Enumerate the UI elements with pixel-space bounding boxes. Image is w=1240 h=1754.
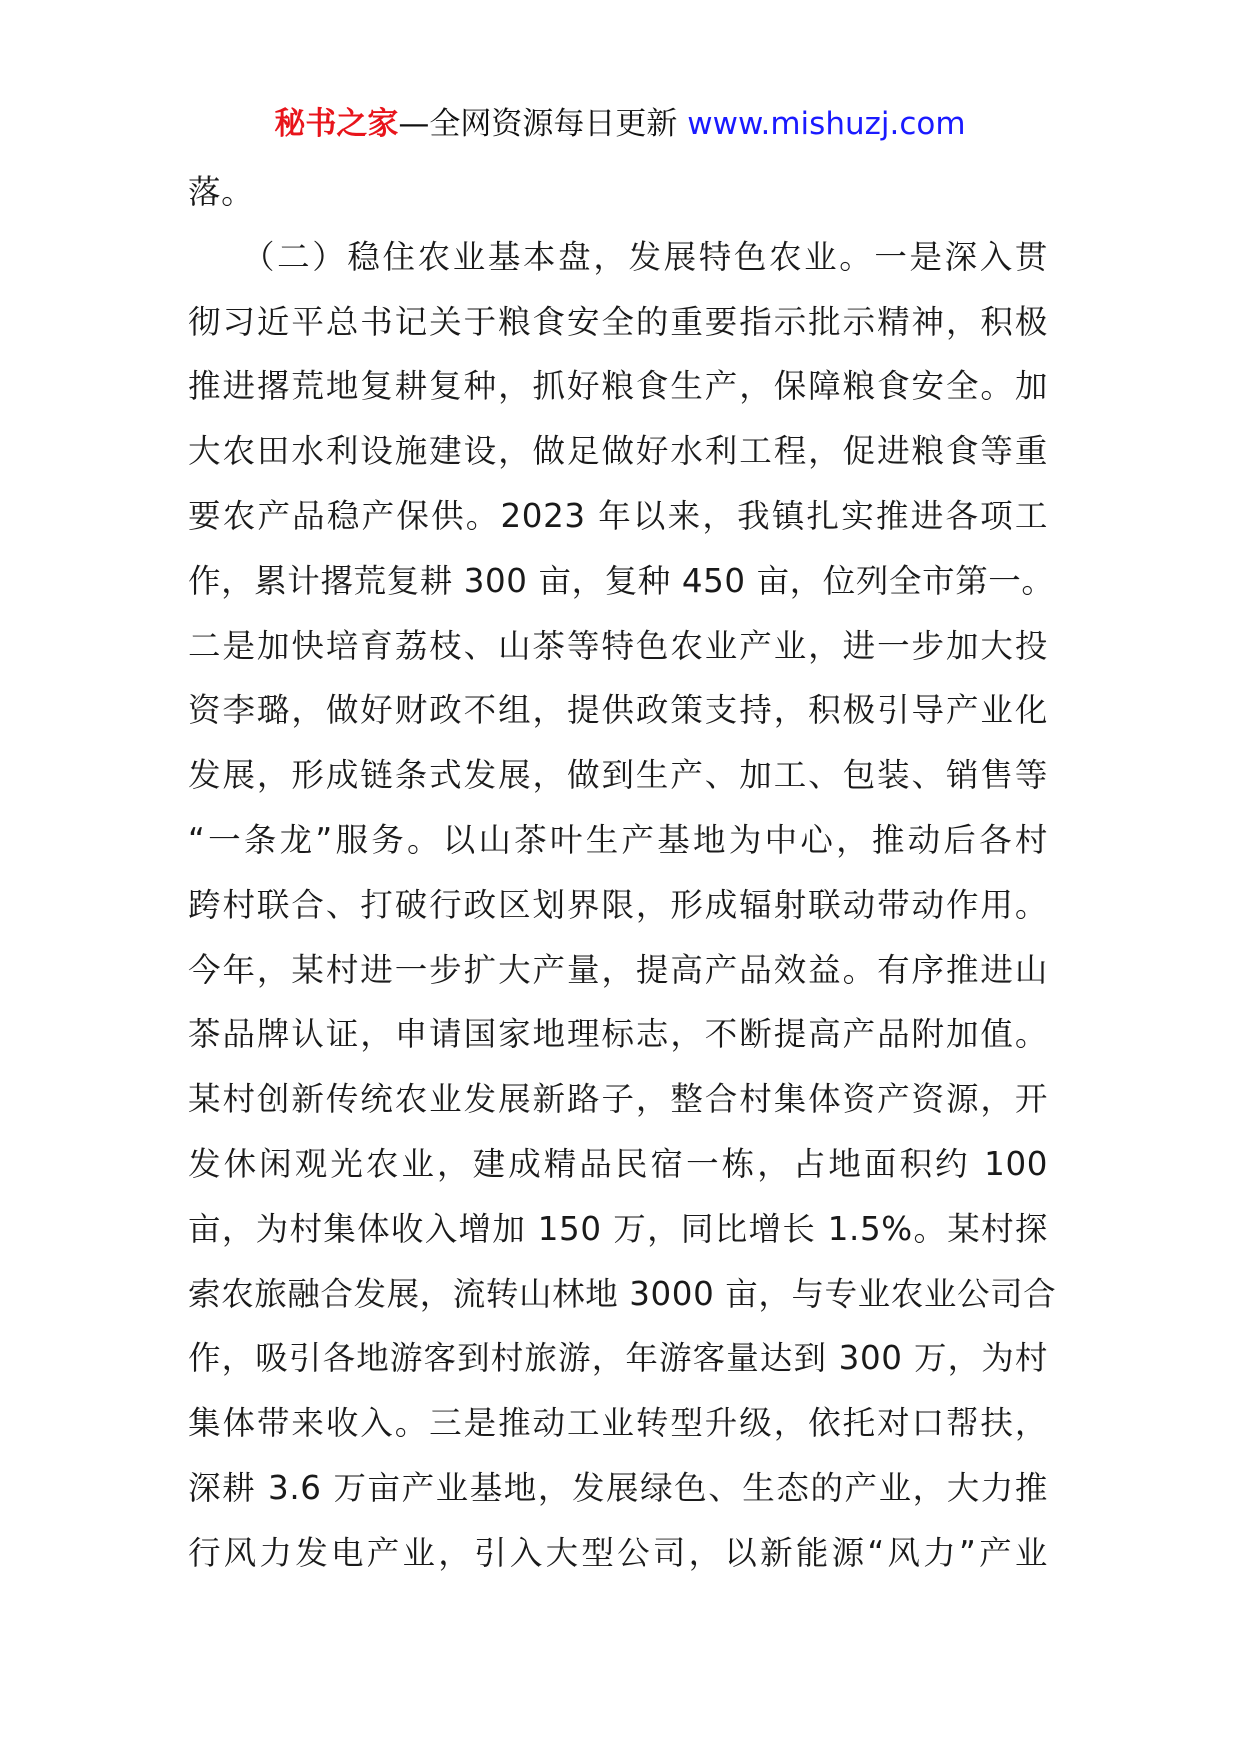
text-line: 茶品牌认证，申请国家地理标志，不断提高产品附加值。 [188, 1015, 1048, 1054]
header-slogan: —全网资源每日更新 [398, 106, 688, 142]
text-line: 亩，为村集体收入增加 150 万，同比增长 1.5%。某村探 [188, 1209, 1048, 1248]
text-line: “一条龙”服务。以山茶叶生产基地为中心，推动后各村 [188, 820, 1048, 859]
text-line: 深耕 3.6 万亩产业基地，发展绿色、生态的产业，大力推 [188, 1468, 1048, 1507]
text-line: 推进撂荒地复耕复种，抓好粮食生产，保障粮食安全。加 [188, 367, 1048, 406]
document-body [188, 160, 1057, 1586]
text-line: 二是加快培育荔枝、山茶等特色农业产业，进一步加大投 [188, 626, 1048, 665]
brand-name: 秘书之家 [274, 106, 399, 142]
page-header [0, 100, 1240, 148]
text-line: 落。 [188, 173, 255, 211]
text-line: 作，累计撂荒复耕 300 亩，复种 450 亩，位列全市第一。 [188, 561, 1055, 600]
text-line: 要农产品稳产保供。2023 年以来，我镇扎实推进各项工 [188, 496, 1048, 535]
text-line: 发展，形成链条式发展，做到生产、加工、包装、销售等 [188, 756, 1048, 795]
text-line: （二）稳住农业基本盘，发展特色农业。一是深入贯 [188, 237, 1048, 276]
text-line: 行风力发电产业，引入大型公司，以新能源“风力”产业 [188, 1533, 1048, 1572]
text-line: 索农旅融合发展，流转山林地 3000 亩，与专业农业公司合 [188, 1274, 1057, 1313]
site-url-link[interactable]: www.mishuzj.com [687, 106, 966, 142]
text-line: 今年，某村进一步扩大产量，提高产品效益。有序推进山 [188, 950, 1048, 989]
text-line: 某村创新传统农业发展新路子，整合村集体资产资源，开 [188, 1080, 1048, 1119]
text-line: 大农田水利设施建设，做足做好水利工程，促进粮食等重 [188, 432, 1048, 471]
text-line: 跨村联合、打破行政区划界限，形成辐射联动带动作用。 [188, 885, 1048, 924]
text-line: 彻习近平总书记关于粮食安全的重要指示批示精神，积极 [188, 302, 1048, 341]
text-line: 发休闲观光农业，建成精品民宿一栋，占地面积约 100 [188, 1144, 1048, 1183]
text-line: 资李璐，做好财政不组，提供政策支持，积极引导产业化 [188, 691, 1048, 730]
text-line: 集体带来收入。三是推动工业转型升级，依托对口帮扶， [188, 1404, 1048, 1443]
text-line: 作，吸引各地游客到村旅游，年游客量达到 300 万，为村 [188, 1339, 1048, 1378]
